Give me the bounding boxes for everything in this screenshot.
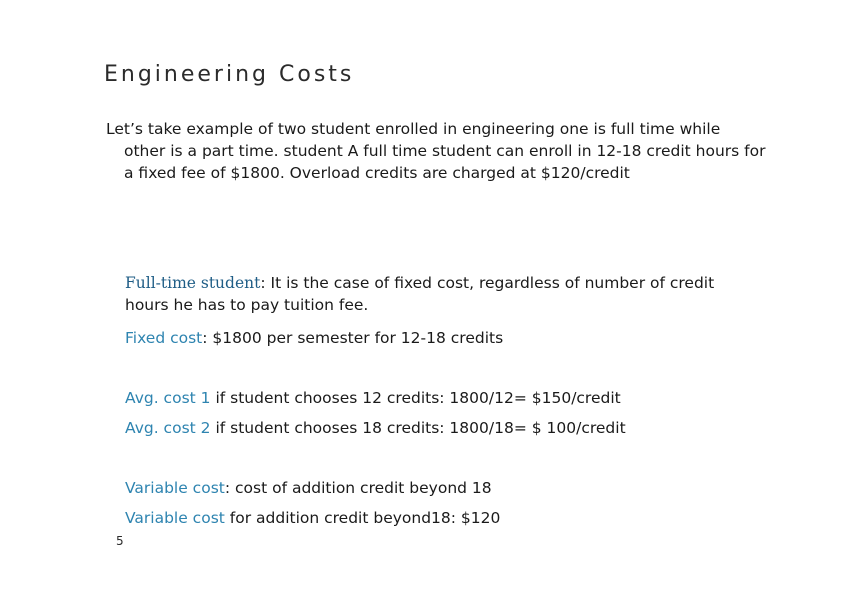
fixed-cost-text: $1800 per semester for 12-18 credits bbox=[212, 329, 504, 347]
avg-cost-2-term: Avg. cost 2 bbox=[125, 419, 211, 437]
variable-cost-text-2: for addition credit beyond18: $120 bbox=[229, 509, 501, 527]
fixed-cost-point bbox=[125, 327, 503, 349]
avg-cost-2-point bbox=[125, 417, 626, 439]
variable-cost-point-2 bbox=[125, 507, 500, 529]
intro-paragraph bbox=[106, 118, 766, 184]
fixed-cost-sep: : bbox=[202, 329, 213, 347]
avg-cost-1-point bbox=[125, 387, 621, 409]
slide-title: Engineering Costs bbox=[104, 62, 355, 87]
variable-cost-term-1: Variable cost bbox=[125, 479, 225, 497]
avg-cost-2-text: if student chooses 18 credits: 1800/18= $ 100/credit bbox=[215, 419, 626, 437]
variable-cost-sep-1: : bbox=[224, 479, 235, 497]
fixed-cost-term: Fixed cost bbox=[125, 329, 203, 347]
variable-cost-point-1 bbox=[125, 477, 492, 499]
avg-cost-1-term: Avg. cost 1 bbox=[125, 389, 211, 407]
intro-rest: other is a part time. student A full time student can enroll in 12-18 credit hours for a fixed fee of $1800. Overload credits are charged at $120/credit bbox=[124, 142, 766, 182]
variable-cost-term-2: Variable cost bbox=[125, 509, 225, 527]
full-time-student-term: Full-time student bbox=[125, 274, 261, 292]
variable-cost-text-1: cost of addition credit beyond 18 bbox=[235, 479, 492, 497]
full-time-student-sep: : bbox=[260, 274, 271, 292]
avg-cost-1-text: if student chooses 12 credits: 1800/12= $150/credit bbox=[215, 389, 621, 407]
full-time-student-point bbox=[125, 272, 725, 316]
intro-first-line: Let’s take example of two student enrolled in engineering one is full time while bbox=[106, 120, 721, 138]
full-time-student-text: It is the case of fixed cost, regardless of number of credit hours he has to pay tuition fee. bbox=[125, 274, 715, 314]
page-number: 5 bbox=[116, 534, 124, 548]
